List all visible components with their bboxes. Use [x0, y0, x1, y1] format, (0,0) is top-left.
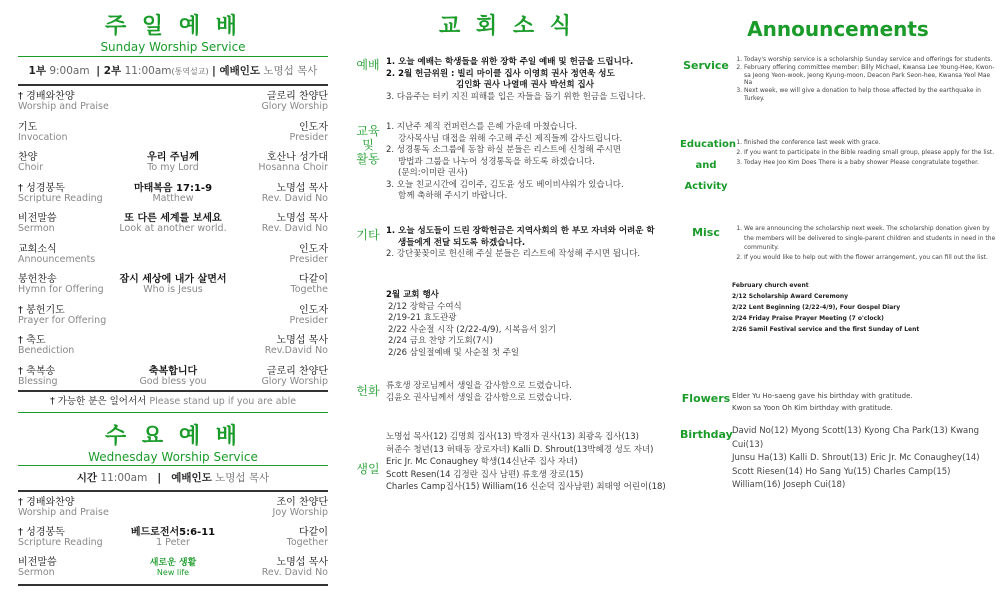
- order-item: [18, 245, 95, 265]
- order-item-english: Worship and Praise: [18, 507, 109, 518]
- wednesday-time: 시간 11:00am | 예배인도 노명섭 목사: [76, 472, 270, 484]
- order-leader-english: Rev.David No: [264, 345, 328, 356]
- order-row: [18, 528, 328, 550]
- order-leader-korean: 노명섭 목사: [276, 557, 328, 568]
- order-item-english: Blessing: [18, 375, 58, 387]
- order-leader: [291, 275, 328, 295]
- order-item-korean: † 성경봉독: [18, 527, 65, 538]
- order-item-korean: 찬양: [18, 152, 38, 163]
- order-item-korean: † 경배와찬양: [18, 497, 75, 508]
- order-row: [18, 558, 328, 580]
- order-row: [18, 123, 328, 145]
- order-detail-korean: 우리 주님께: [147, 152, 199, 163]
- news-worship-body: 1. 오늘 예배는 학생들을 위한 장학 주일 예배 및 헌금을 드립니다. 2. 2월 헌금위원 : 빌리 마이클 집사 이영희 권사 정연욱 성도 김인화 권사 나열매 권사 박선희 집사 3. 다음주는 터키 지진 피해를 입은 자들을 돕기 위한 헌금을 드립니다.: [386, 57, 646, 102]
- order-leader-english: Presider: [289, 131, 328, 143]
- order-leader: [265, 336, 328, 356]
- order-detail: [18, 275, 328, 295]
- news-birthday-label: 생일: [356, 462, 380, 476]
- sunday-title: 주 일 예 배: [105, 14, 241, 39]
- order-detail-english: 1 Peter: [156, 537, 190, 548]
- order-leader: [290, 245, 328, 265]
- announcements-title: Announcements: [747, 17, 929, 41]
- news-flowers-body: 류호생 장로님께서 생일을 감사함으로 드렸습니다. 김윤오 권사님께서 생일을 감사함으로 드렸습니다.: [386, 381, 572, 403]
- news-title: 교 회 소 식: [439, 14, 575, 39]
- church-news-column: [348, 0, 666, 612]
- ann-birthday-body: David No(12) Myong Scott(13) Kyong Cha Park(13) Kwang Cui(13) Junsu Ha(13) Kalli D. Shrout(13) Eric Jr. Mc Conaughey(14) Scott Riesen(14) Ho Sang Yu(15) Charles Camp(15) William(16) Joseph Cui(18): [732, 426, 980, 490]
- order-leader-english: Glory Worship: [261, 375, 328, 387]
- list-item: 2. If you want to participate in the Bible reading small group, please apply for the list.: [744, 148, 996, 158]
- list-item: 2/26 삼일절예배 및 사순절 첫 주일: [388, 347, 520, 358]
- list-item: 2/26 Samil Festival service and the first Sunday of Lent: [732, 326, 920, 333]
- order-detail-korean: 또 다른 세계를 보세요: [124, 213, 222, 224]
- stand-note: † 가능한 분은 일어서서 Please stand up if you are able: [49, 396, 297, 407]
- worship-order-column: [18, 0, 328, 612]
- order-detail-english: Who is Jesus: [143, 284, 203, 295]
- news-birthday-body: 노명섭 목사(12) 김명희 집사(13) 박경자 권사(13) 최광옥 집사(13) 허준수 청년(13 허태동 장로자녀) Kalli D. Shrout(13박혜경 성도 자녀) Eric Jr. Mc Conaughey 학생(14신난주 집사 자녀) Scott Resen(14 김정란 집사 남편) 류호생 장로(15) Charles Camp집사(15) William(16 신순덕 집사남편) 최태영 어린이(18): [386, 432, 666, 492]
- order-item-english: Sermon: [18, 567, 55, 578]
- order-item-english: Invocation: [18, 131, 68, 143]
- order-row: [18, 367, 328, 389]
- order-leader: [262, 184, 328, 204]
- news-edu-body: 1. 지난주 제직 컨퍼런스를 은혜 가운데 마쳤습니다. 강사목사님 대접을 위해 수고해 주신 제직들께 감사드립니다. 2. 성경통독 소그룹에 동참 하실 분들은 리스트에 신청해 주시면 방법과 그룹을 나누어 성경통독을 하도록 하겠습니다. (문의:이미란 권사) 3. 오늘 친교시간에 김이주, 김도윤 성도 베이비샤워가 있습니다. 함께 축하해 주시기 바랍니다.: [386, 122, 624, 201]
- ann-events: February church event 2/12 Scholarship Award Ceremony 2/22 Lent Beginning (2/22-4/9), Four Gospel Diary 2/24 Friday Praise Prayer Meeting (7 o'clock) 2/26 Samil Festival service and the first Sunday of Lent: [732, 280, 996, 335]
- order-item: [18, 123, 68, 143]
- order-leader: [258, 153, 328, 173]
- order-leader-korean: 노명섭 목사: [276, 213, 328, 224]
- order-detail-english: Look at another world.: [119, 223, 227, 234]
- list-item: 2/12 장학금 수여식: [388, 301, 462, 312]
- ann-edu-body: [732, 138, 996, 168]
- order-leader-english: Presider: [289, 253, 328, 265]
- list-item: 2/24 Friday Praise Prayer Meeting (7 o'clock): [732, 315, 884, 322]
- ann-service-body: [732, 56, 996, 103]
- order-leader-korean: 호산나 성가대: [266, 152, 328, 163]
- ann-service-label: Service: [683, 59, 729, 72]
- order-leader-english: Hosanna Choir: [258, 162, 328, 173]
- order-leader: [287, 528, 328, 548]
- order-item-english: Hymn for Offering: [18, 284, 104, 295]
- order-item-english: Sermon: [18, 223, 55, 234]
- order-item-korean: 기도: [18, 121, 38, 133]
- order-item: [18, 498, 109, 518]
- order-leader-english: Rev. David No: [261, 192, 328, 204]
- order-item-korean: † 축복송: [18, 365, 56, 377]
- ann-misc-body: [732, 224, 996, 262]
- ann-edu-label: Education and Activity: [680, 139, 736, 192]
- order-leader: [273, 498, 328, 518]
- order-item-korean: † 축도: [18, 335, 46, 346]
- wednesday-subtitle: Wednesday Worship Service: [88, 450, 258, 464]
- announcements-column: [680, 0, 996, 612]
- news-events: 2월 교회 행사 2/12 장학금 수여식 2/19-21 효도관광 2/22 사순절 시작 (2/22-4/9), 시복음서 읽기 2/24 금요 찬양 기도회(7시) 2/26 삼일절예배 및 사순절 첫 주일: [386, 290, 666, 359]
- order-detail-english: God bless you: [139, 375, 207, 387]
- order-item-english: Choir: [18, 162, 44, 173]
- order-item-english: Prayer for Offering: [18, 314, 107, 326]
- order-leader-korean: 노명섭 목사: [276, 335, 328, 346]
- order-row: [18, 245, 328, 267]
- order-leader-english: Presider: [289, 314, 328, 326]
- list-item: 3. Today Hee Joo Kim Does There is a baby shower Please congratulate together.: [744, 158, 996, 168]
- order-item-english: Worship and Praise: [18, 101, 109, 112]
- order-leader: [262, 558, 328, 578]
- order-item-english: Scripture Reading: [18, 537, 103, 548]
- list-item: 1. finished the conference last week with grace.: [744, 138, 996, 148]
- order-detail-korean: 새로운 생활: [149, 558, 197, 568]
- order-leader: [261, 367, 328, 387]
- list-item: 1. Today's worship service is a scholarship Sunday service and offerings for students.: [744, 56, 996, 64]
- order-item-english: Benediction: [18, 345, 75, 356]
- order-detail-korean: 마태복음 17:1-9: [133, 182, 213, 194]
- ann-flowers-body: Elder Yu Ho-saeng gave his birthday with gratitude. Kwon sa Yoon Oh Kim birthday with gratitude.: [732, 392, 913, 412]
- order-leader: [290, 306, 328, 326]
- order-leader-korean: 인도자: [299, 243, 328, 255]
- list-item: 2/12 Scholarship Award Ceremony: [732, 293, 849, 300]
- list-item: 3. Next week, we will give a donation to help those affected by the earthquake in Turkey.: [744, 87, 996, 103]
- order-leader-english: Together: [286, 537, 328, 548]
- sunday-subtitle: Sunday Worship Service: [100, 40, 246, 54]
- order-item-korean: 비전말씀: [18, 213, 57, 224]
- order-leader-korean: 인도자: [299, 304, 328, 316]
- order-row: [18, 184, 328, 206]
- order-item-english: Scripture Reading: [18, 192, 103, 204]
- order-leader-korean: 글로리 찬양단: [266, 91, 328, 102]
- order-item: [18, 92, 109, 112]
- list-item: 2/24 금요 찬양 기도회(7시): [388, 336, 493, 346]
- order-row: [18, 336, 328, 358]
- order-detail-korean: 베드로전서5:6-11: [130, 527, 216, 538]
- order-item-korean: 비전말씀: [18, 557, 57, 568]
- order-leader-korean: 조이 찬양단: [276, 497, 328, 508]
- order-leader-korean: 다같이: [299, 274, 328, 285]
- order-item-english: Announcements: [18, 253, 96, 265]
- list-item: 2/22 사순절 시작 (2/22-4/9), 시복음서 읽기: [388, 324, 557, 335]
- order-leader: [262, 214, 328, 234]
- order-item-korean: † 봉헌기도: [18, 304, 65, 316]
- order-row: [18, 153, 328, 175]
- order-detail: [18, 528, 328, 548]
- order-row: [18, 498, 328, 520]
- order-leader: [261, 92, 328, 112]
- sunday-time: 1부 9:00am | 2부 11:00am(통역설교) | 예배인도 노명섭 목사: [28, 65, 318, 77]
- news-flowers-label: 헌화: [356, 384, 380, 398]
- list-item: 2/22 Lent Beginning (2/22-4/9), Four Gospel Diary: [732, 304, 901, 311]
- order-item-korean: 교회소식: [18, 243, 57, 255]
- order-item-korean: † 성경봉독: [18, 182, 65, 194]
- order-leader-korean: 다같이: [299, 527, 328, 538]
- order-leader-korean: 글로리 찬양단: [266, 365, 328, 377]
- order-item-korean: † 경배와찬양: [18, 91, 75, 102]
- order-leader-english: Joy Worship: [272, 507, 328, 518]
- order-leader-english: Rev. David No: [261, 223, 328, 234]
- list-item: 2/19-21 효도관광: [388, 313, 457, 323]
- wednesday-title: 수 요 예 배: [105, 424, 241, 449]
- order-detail-english: Matthew: [152, 192, 194, 204]
- order-detail-english: New life: [156, 568, 190, 577]
- ann-flowers-label: Flowers: [681, 392, 731, 405]
- order-detail-korean: 잠시 세상에 내가 살면서: [119, 274, 227, 285]
- order-item: [18, 336, 74, 356]
- order-row: [18, 214, 328, 236]
- order-row: [18, 275, 328, 297]
- ann-misc-label: Misc: [692, 226, 720, 239]
- order-leader-korean: 노명섭 목사: [276, 182, 328, 194]
- list-item: 2. If you would like to help out with the flower arrangement, you can fill out the list.: [744, 253, 996, 263]
- order-leader-english: Togethe: [290, 284, 328, 295]
- order-row: [18, 92, 328, 114]
- order-detail-korean: 축복합니다: [148, 365, 198, 377]
- news-edu-label: 교육 및 활동: [356, 124, 380, 166]
- order-item: [18, 306, 106, 326]
- news-etc-body: 1. 오늘 성도들이 드린 장학헌금은 지역사회의 한 부모 자녀와 어려운 학 생들에게 전달 되도록 하겠습니다. 2. 강단꽃꽂이로 헌신해 주실 분들은 리스트에 작성해 주시면 됩니다.: [386, 226, 655, 259]
- news-worship-label: 예배: [356, 58, 380, 72]
- order-leader: [290, 123, 328, 143]
- order-leader-english: Rev. David No: [261, 567, 328, 578]
- ann-birthday-label: Birthday: [680, 428, 733, 441]
- list-item: 1. We are announcing the scholarship next week. The scholarship donation given by the members will be delivered to single-parent children and students in need in the community.: [744, 224, 996, 253]
- list-item: 2. February offering committee member: Billy Michael, Kwansa Lee Young-Hee, Kwon-sa Jeong Yeon-wook, Jeong Kyung-moon, Deacon Park Seon-hee, Kwansa Yeol Mae Na: [744, 64, 996, 87]
- order-detail-english: To my Lord: [147, 162, 199, 173]
- news-etc-label: 기타: [356, 228, 380, 242]
- order-leader-english: Glory Worship: [261, 101, 328, 112]
- order-item-korean: 봉헌찬송: [18, 274, 57, 285]
- order-row: [18, 306, 328, 328]
- order-leader-korean: 인도자: [299, 121, 328, 133]
